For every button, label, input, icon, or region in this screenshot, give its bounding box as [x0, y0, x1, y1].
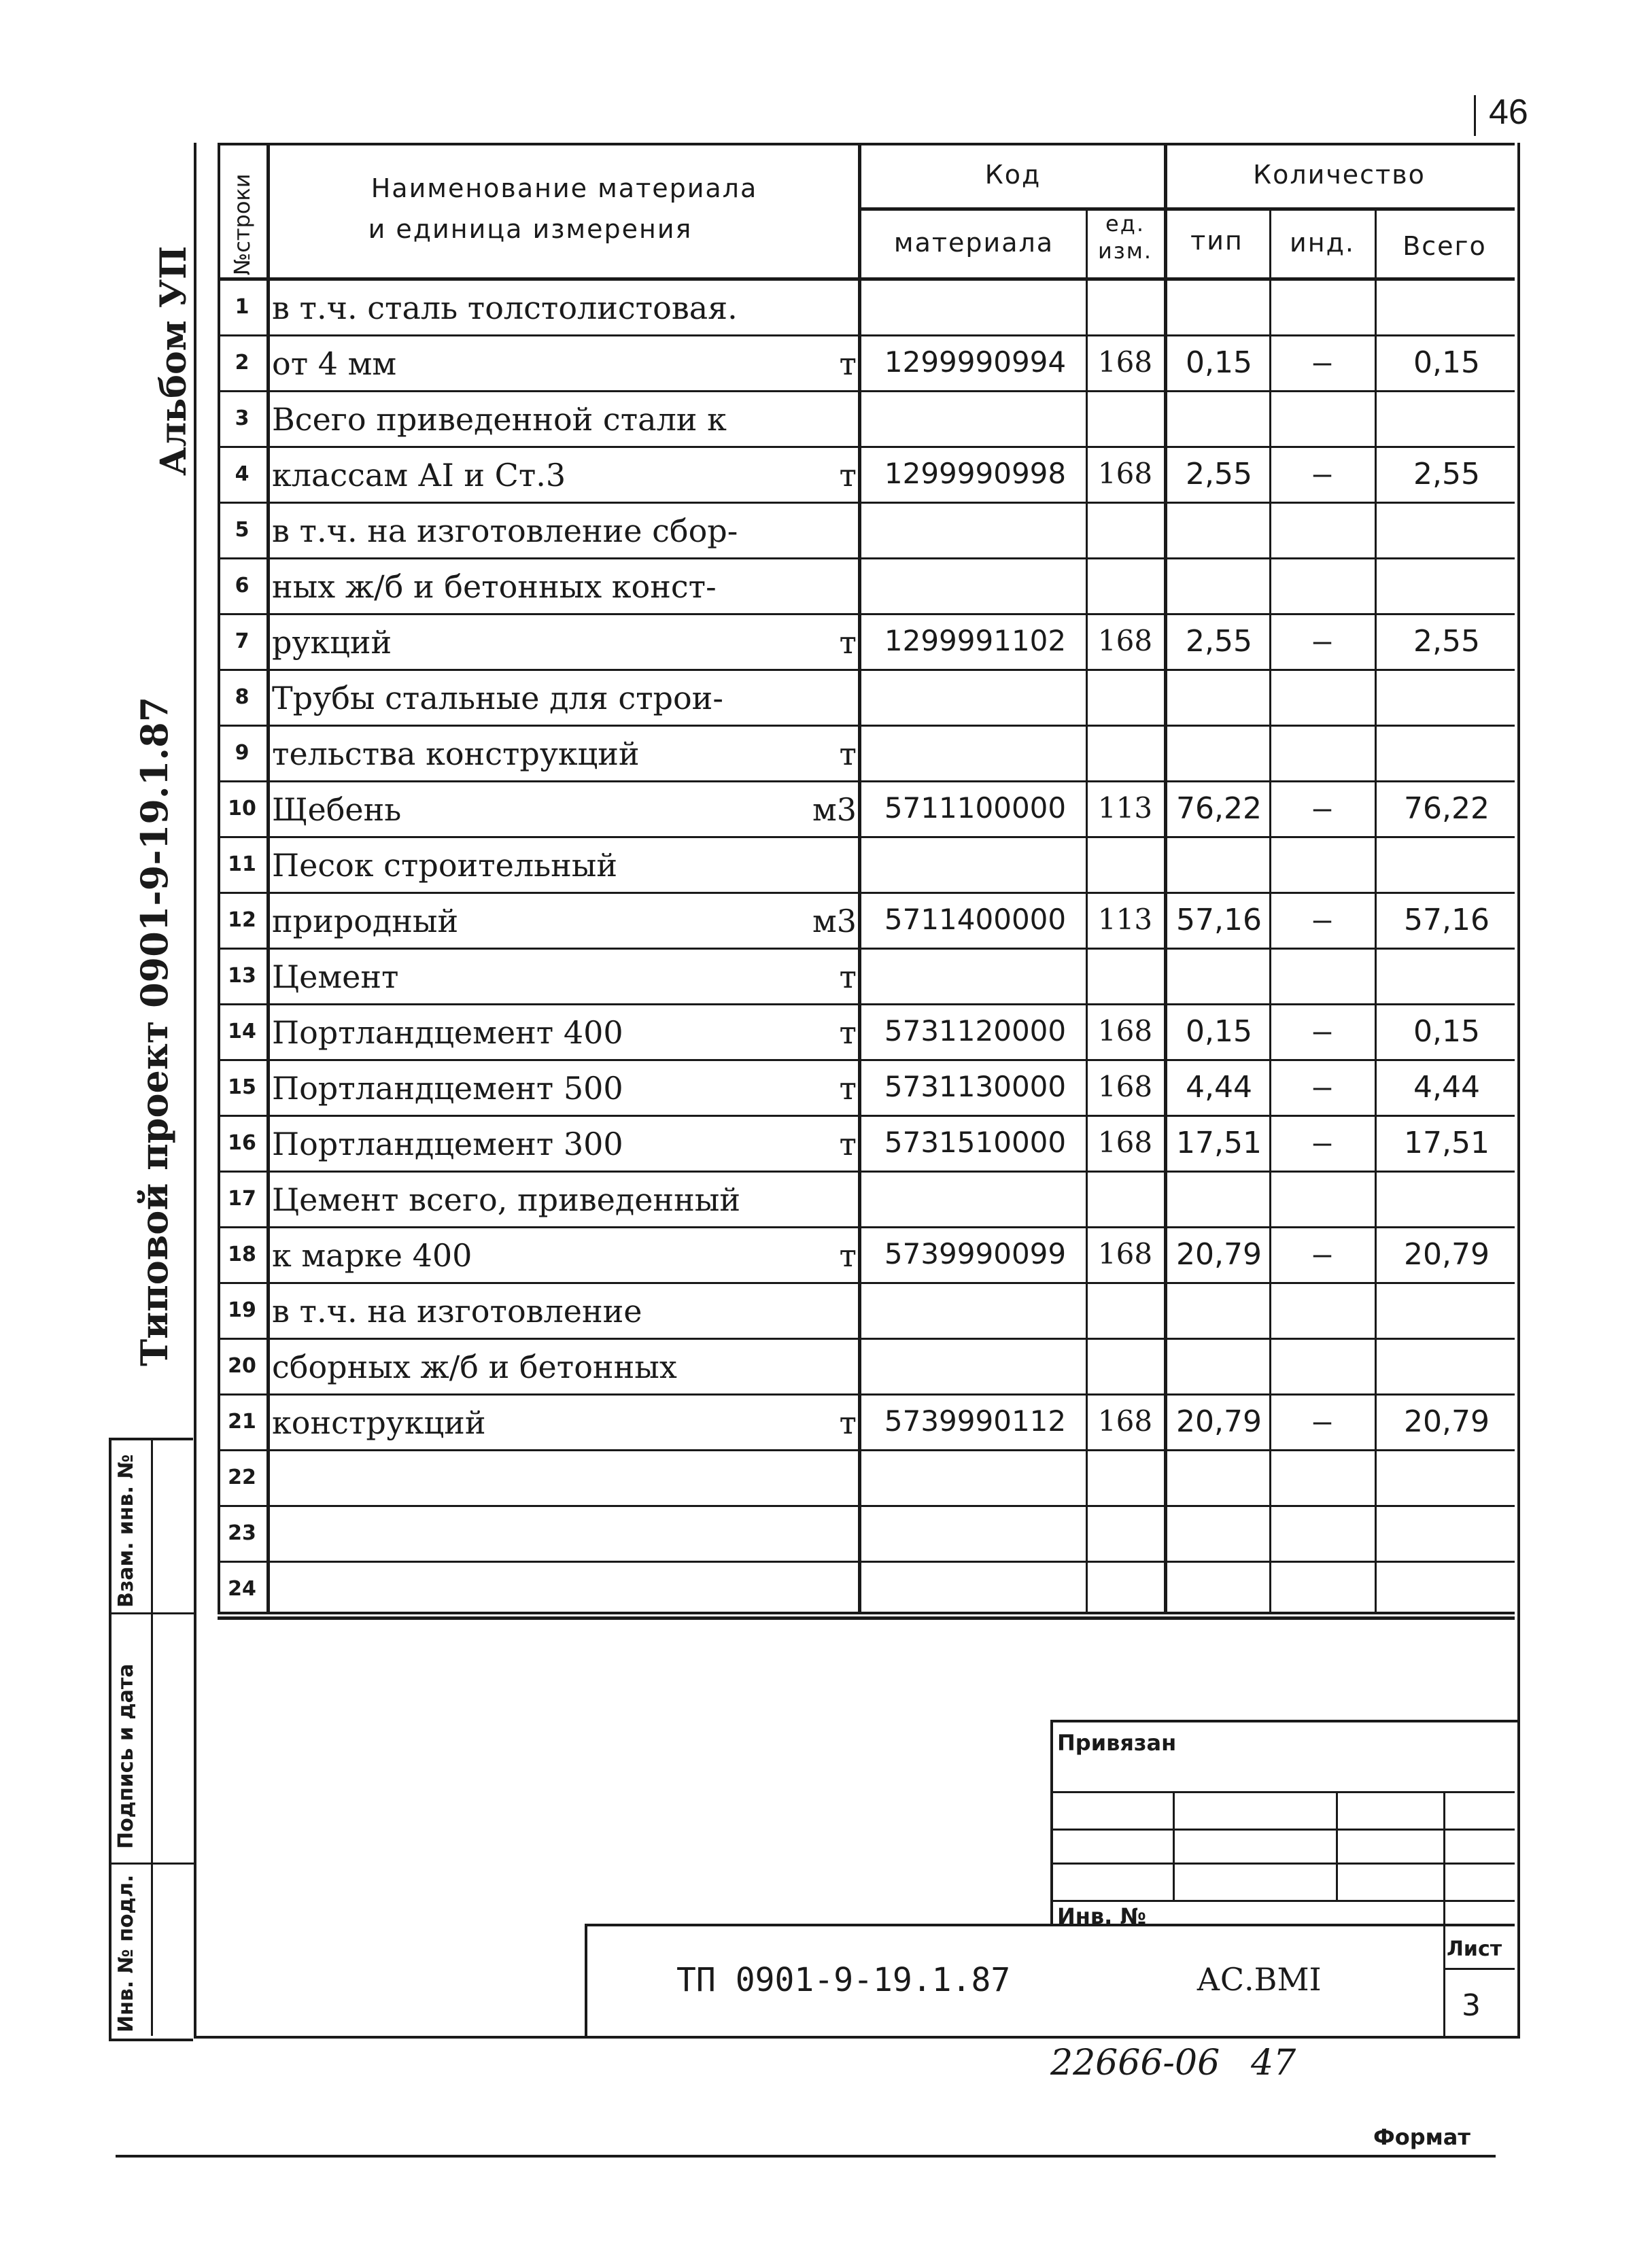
cell-name: Портландцемент 400 — [272, 1014, 623, 1051]
cell-ind: – — [1313, 1404, 1332, 1439]
header-type: тип — [1190, 226, 1243, 256]
cell-unit: т — [839, 1070, 857, 1107]
cell-n: 4 — [235, 462, 249, 486]
cell-code: 5731120000 — [884, 1014, 1067, 1047]
cell-n: 24 — [228, 1577, 256, 1601]
page-number-divider — [1474, 95, 1476, 136]
cell-name: Песок строительный — [272, 847, 618, 884]
cell-n: 12 — [228, 908, 256, 932]
cell-code: 5739990112 — [884, 1404, 1067, 1438]
cell-n: 19 — [228, 1298, 256, 1322]
header-material: материала — [893, 228, 1054, 258]
cell-name: Всего приведенной стали к — [272, 401, 727, 438]
header-name-line2: и единица измерения — [368, 214, 693, 244]
cell-ind: – — [1313, 457, 1332, 491]
cell-code: 1299990998 — [884, 457, 1067, 490]
cell-name: сборных ж/б и бетонных — [272, 1349, 677, 1385]
cell-n: 23 — [228, 1521, 256, 1545]
cell-type: 0,15 — [1186, 345, 1252, 380]
cell-name: Портландцемент 500 — [272, 1070, 623, 1107]
cell-meas: 168 — [1097, 1126, 1153, 1159]
cell-ind: – — [1313, 345, 1332, 380]
cell-code: 1299990994 — [884, 345, 1067, 379]
cell-code: 5711100000 — [884, 791, 1067, 825]
cell-meas: 168 — [1097, 1070, 1153, 1103]
cell-n: 10 — [228, 797, 256, 820]
sheet-number: 3 — [1462, 1988, 1481, 2023]
cell-name: в т.ч. на изготовление — [272, 1293, 642, 1330]
cell-ind: – — [1313, 1014, 1332, 1049]
cell-type: 57,16 — [1176, 903, 1262, 937]
side-stamp-replacement: Взам. инв. № — [114, 1454, 138, 1608]
side-stamp-original: Инв. № подл. — [114, 1874, 138, 2032]
cell-total: 0,15 — [1413, 1014, 1480, 1049]
cell-n: 18 — [228, 1243, 256, 1266]
cell-type: 2,55 — [1186, 457, 1252, 491]
header-total: Всего — [1403, 231, 1487, 261]
cell-ind: – — [1313, 1237, 1332, 1272]
inv-no-label: Инв. № — [1057, 1903, 1146, 1929]
table-row — [218, 1449, 1515, 1505]
cell-type: 20,79 — [1176, 1237, 1262, 1272]
cell-name: ных ж/б и бетонных конст- — [272, 568, 717, 605]
cell-name: классам АI и Ст.3 — [272, 457, 566, 493]
cell-unit: м3 — [812, 903, 857, 939]
cell-n: 3 — [235, 406, 249, 430]
cell-meas: 168 — [1097, 1404, 1153, 1438]
cell-n: 9 — [235, 741, 249, 765]
page-number: 46 — [1489, 92, 1528, 132]
cell-name: в т.ч. сталь толстолистовая. — [272, 290, 738, 326]
cell-unit: т — [839, 1237, 857, 1274]
cell-n: 22 — [228, 1466, 256, 1489]
header-unit-1: ед. — [1105, 211, 1145, 237]
cell-ind: – — [1313, 1126, 1332, 1160]
cell-total: 2,55 — [1413, 457, 1480, 491]
cell-n: 11 — [228, 852, 256, 876]
table-row — [218, 1561, 1515, 1616]
cell-n: 5 — [235, 518, 249, 542]
cell-n: 8 — [235, 685, 249, 709]
cell-name: Цемент — [272, 958, 399, 995]
cell-n: 1 — [235, 295, 249, 319]
cell-name: Портландцемент 300 — [272, 1126, 623, 1162]
cell-type: 2,55 — [1186, 624, 1252, 659]
cell-unit: т — [839, 624, 857, 661]
cell-code: 5711400000 — [884, 903, 1067, 936]
sheet-label: Лист — [1447, 1937, 1502, 1961]
header-quantity: Количество — [1253, 160, 1426, 190]
cell-n: 13 — [228, 964, 256, 988]
cell-total: 20,79 — [1404, 1404, 1490, 1439]
format-label: Формат — [1373, 2124, 1470, 2150]
cell-type: 20,79 — [1176, 1404, 1262, 1439]
cell-ind: – — [1313, 624, 1332, 659]
cell-n: 20 — [228, 1354, 256, 1378]
cell-code: 1299991102 — [884, 624, 1067, 657]
cell-code: 5731510000 — [884, 1126, 1067, 1159]
cell-total: 76,22 — [1404, 791, 1490, 826]
cell-ind: – — [1313, 791, 1332, 826]
cell-unit: т — [839, 735, 857, 772]
cell-type: 76,22 — [1176, 791, 1262, 826]
archive-number: 22666-06 — [1050, 2043, 1220, 2083]
cell-meas: 168 — [1097, 1014, 1153, 1047]
cell-name: от 4 мм — [272, 345, 397, 382]
cell-n: 14 — [228, 1020, 256, 1043]
cell-ind: – — [1313, 1070, 1332, 1105]
cell-name: рукций — [272, 624, 392, 661]
cell-type: 17,51 — [1176, 1126, 1262, 1160]
cell-meas: 168 — [1097, 1237, 1153, 1270]
cell-name: Щебень — [272, 791, 402, 828]
cell-total: 20,79 — [1404, 1237, 1490, 1272]
cell-total: 2,55 — [1413, 624, 1480, 659]
cell-meas: 168 — [1097, 345, 1153, 379]
cell-unit: т — [839, 457, 857, 493]
header-row-no: №строки — [229, 173, 255, 275]
cell-type: 4,44 — [1186, 1070, 1252, 1105]
header-name-line1: Наименование материала — [371, 173, 758, 203]
cell-unit: т — [839, 345, 857, 382]
doc-mark: АС.ВМI — [1197, 1961, 1322, 1998]
project-label: Типовой проект 0901-9-19.1.87 — [133, 696, 176, 1366]
cell-unit: т — [839, 1126, 857, 1162]
cell-meas: 168 — [1097, 624, 1153, 657]
side-stamp-signature: Подпись и дата — [114, 1663, 138, 1849]
cell-meas: 113 — [1097, 903, 1153, 936]
cell-name: к марке 400 — [272, 1237, 472, 1274]
cell-n: 7 — [235, 629, 249, 653]
cell-name: природный — [272, 903, 459, 939]
cell-meas: 113 — [1097, 791, 1153, 825]
header-code: Код — [984, 160, 1042, 190]
cell-n: 17 — [228, 1187, 256, 1211]
table-row — [218, 1505, 1515, 1561]
cell-meas: 168 — [1097, 457, 1153, 490]
cell-type: 0,15 — [1186, 1014, 1252, 1049]
cell-total: 57,16 — [1404, 903, 1490, 937]
cell-ind: – — [1313, 903, 1332, 937]
header-ind: инд. — [1290, 228, 1355, 258]
cell-unit: т — [839, 1404, 857, 1441]
cell-n: 15 — [228, 1075, 256, 1099]
row-divider — [218, 1616, 1515, 1620]
cell-name: тельства конструкций — [272, 735, 640, 772]
cell-total: 17,51 — [1404, 1126, 1490, 1160]
cell-code: 5731130000 — [884, 1070, 1067, 1103]
header-unit-2: изм. — [1097, 238, 1153, 264]
doc-code: ТП 0901-9-19.1.87 — [676, 1961, 1011, 1999]
cell-n: 16 — [228, 1131, 256, 1155]
cell-n: 2 — [235, 351, 249, 375]
cell-total: 4,44 — [1413, 1070, 1480, 1105]
cell-name: конструкций — [272, 1404, 486, 1441]
cell-n: 21 — [228, 1410, 256, 1434]
cell-unit: т — [839, 1014, 857, 1051]
archive-page: 47 — [1251, 2043, 1296, 2083]
cell-code: 5739990099 — [884, 1237, 1067, 1270]
binding-label: Привязан — [1057, 1730, 1177, 1756]
cell-name: Цемент всего, приведенный — [272, 1181, 741, 1218]
album-label: Альбом УП — [153, 245, 194, 476]
cell-name: в т.ч. на изготовление сбор- — [272, 513, 738, 549]
cell-n: 6 — [235, 574, 249, 597]
cell-name: Трубы стальные для строи- — [272, 680, 723, 716]
cell-unit: м3 — [812, 791, 857, 828]
cell-unit: т — [839, 958, 857, 995]
cell-total: 0,15 — [1413, 345, 1480, 380]
bottom-rule — [116, 2155, 1496, 2158]
